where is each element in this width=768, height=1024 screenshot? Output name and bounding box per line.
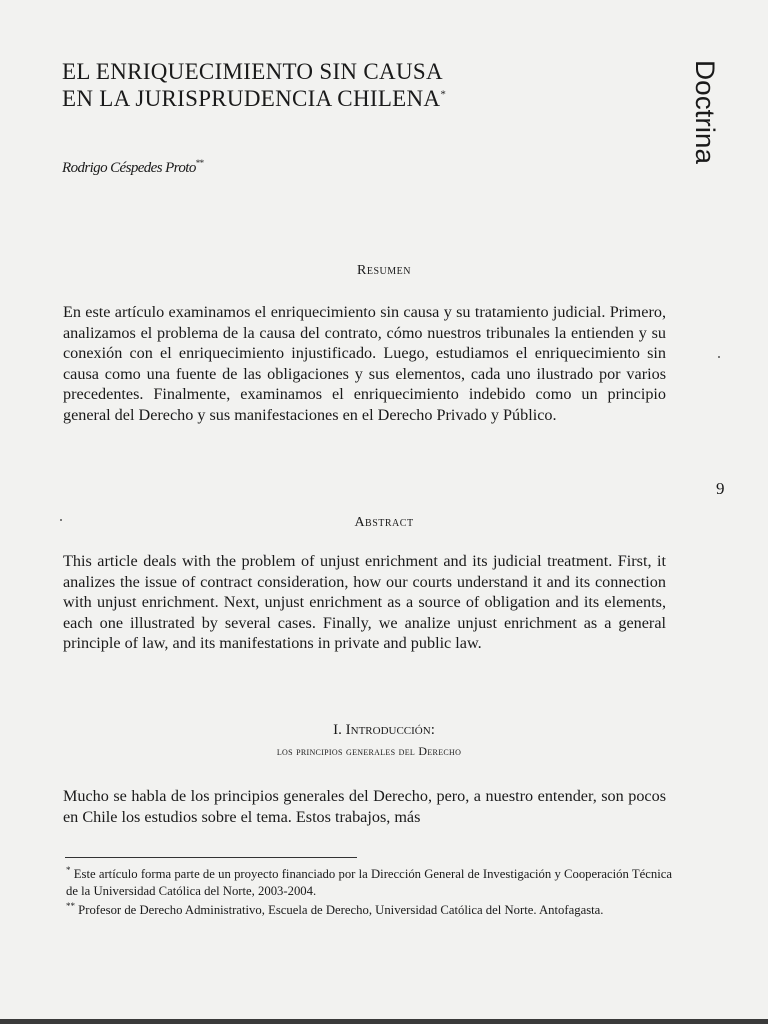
author-text: Rodrigo Céspedes Proto <box>62 160 196 176</box>
footnote-2-text: Profesor de Derecho Administrativo, Escuela de Derecho, Universidad Católica del Norte. Antofagasta. <box>78 903 604 917</box>
side-label-svg <box>680 60 732 170</box>
footnote-1-mark: * <box>66 864 71 875</box>
footnote-1 <box>66 866 672 900</box>
footnote-2-mark: ** <box>66 900 75 911</box>
article-title <box>62 58 622 112</box>
introduction-paragraph: Mucho se habla de los principios generales del Derecho, pero, a nuestro entender, son pocos en Chile los estudios sobre el tema. Estos trabajos, más <box>63 787 666 826</box>
title-footnote-mark: * <box>440 88 447 101</box>
resumen-paragraph: En este artículo examinamos el enriquecimiento sin causa y su tratamiento judicial. Primero, analizamos el problema de la causa del contrato, cómo nuestros tribunales la entienden y su conexión con el enriquecimiento injustificado. Luego, estudiamos el enriquecimiento sin causa como una fuente de las obligaciones y sus elementos, cada uno ilustrado por varios precedentes. Finalmente, examinamos el enriquecimiento indebido como un principio general del Derecho y sus manifestaciones en el Derecho Privado y Público. <box>63 303 666 424</box>
author-name <box>62 160 204 177</box>
abstract-paragraph: This article deals with the problem of unjust enrichment and its judicial treatment. First, it analizes the issue of contract consideration, how our courts understand it and its connection with unjust enrichment. Next, unjust enrichment as a source of obligation and its elements, each one illustrated by several cases. Finally, we analize unjust enrichment as a general principle of law, and its manifestations in private and public law. <box>63 552 666 653</box>
introduction-heading <box>0 722 768 739</box>
author-footnote-mark: ** <box>195 158 204 168</box>
introduction-title: Introducción: <box>345 722 435 738</box>
scan-bottom-edge <box>0 1019 768 1024</box>
resumen-heading: Resumen <box>357 263 411 278</box>
scan-speck <box>718 356 720 358</box>
scan-speck <box>60 519 62 521</box>
introduction-subheading: los principios generales del Derecho <box>276 744 462 758</box>
footnote-1-text: Este artículo forma parte de un proyecto financiado por la Dirección General de Investigación y Cooperación Técnica de la Universidad Católica del Norte, 2003-2004. <box>66 867 673 898</box>
section-side-label <box>680 60 732 170</box>
abstract-heading: Abstract <box>354 515 414 530</box>
introduction-number: I. <box>333 722 342 738</box>
footnote-2 <box>66 902 672 919</box>
title-line-1: EL ENRIQUECIMIENTO SIN CAUSA <box>62 59 443 84</box>
footnote-divider <box>65 857 357 858</box>
side-label-text: Doctrina <box>690 60 720 161</box>
title-line-2: EN LA JURISPRUDENCIA CHILENA <box>62 86 441 111</box>
page-number: 9 <box>716 479 725 498</box>
